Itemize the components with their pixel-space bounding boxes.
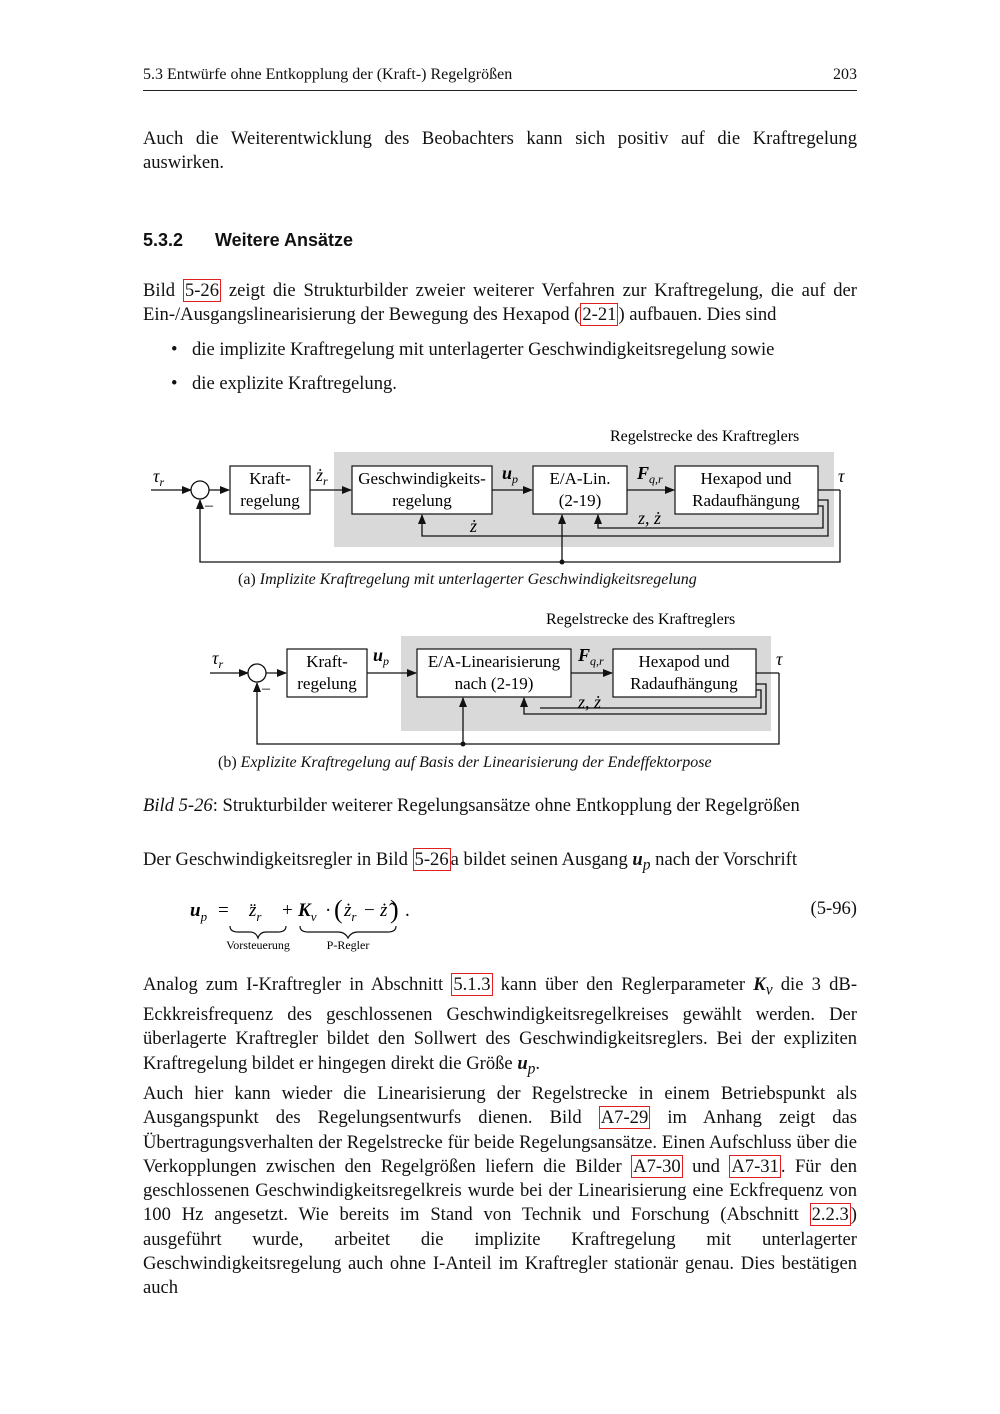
section-heading: [143, 230, 353, 251]
intro-paragraph: Auch die Weiterentwicklung des Beobachters kann sich positiv auf die Kraftregelung auswirken.: [143, 128, 857, 174]
eq-dot: ·: [325, 900, 332, 921]
branch-point: [560, 560, 565, 565]
list-item-text: die implizite Kraftregelung mit unterlagerter Geschwindigkeitsregelung sowie: [192, 339, 775, 360]
feedback-label: ż: [470, 516, 478, 536]
page-number: 203: [833, 66, 857, 83]
eq-period: .: [405, 900, 410, 921]
list-item-text: die explizite Kraftregelung.: [192, 373, 397, 394]
list-item: [171, 339, 774, 361]
block-label: E/A-Linearisierung: [427, 652, 561, 671]
signal-label: $u_p$: [502, 463, 519, 486]
text: nach der Vorschrift: [650, 849, 797, 870]
bullet-icon: •: [171, 339, 178, 360]
signal-label: $u_p$: [373, 645, 390, 668]
figure-reference-link[interactable]: A7-30: [633, 1155, 681, 1177]
block-label: (2-19): [558, 491, 602, 510]
text: zeigt die Strukturbilder zweier weiterer Verfahren zur Kraftregelung, die auf der Ein-/Ausgangslinearisierung der Bewegung des Hexapod (: [143, 280, 857, 326]
output-symbol: τ: [776, 649, 783, 669]
equation-5-96: [0, 880, 1000, 960]
section-reference-link[interactable]: 5.1.3: [453, 974, 491, 995]
text: ) ausgeführt wurde, arbeitet die implizite Kraftregelung mit unterlagerter Geschwindigkeitsregelung auch ohne I-Anteil im Kraftregler stationär genau. Dies bestätigen auch: [143, 1204, 857, 1299]
block-label: Geschwindigkeits-: [358, 469, 486, 488]
eq-minus: −: [364, 900, 375, 921]
caption-prefix: (a): [238, 571, 260, 588]
input-symbol: $\tau_r$: [212, 648, 224, 671]
eq-plus: +: [282, 900, 293, 921]
block-label: Hexapod und: [638, 652, 730, 671]
math-subscript: p: [642, 856, 651, 874]
text: und: [682, 1155, 730, 1177]
block-label: nach (2-19): [454, 674, 534, 693]
figure-caption-text: : Strukturbilder weiterer Regelungsansätze ohne Entkopplung der Regelgrößen: [212, 795, 800, 816]
section-reference-link[interactable]: 2.2.3: [811, 1204, 849, 1226]
eq-paren-open: (: [334, 895, 343, 924]
block-label: regelung: [297, 674, 357, 693]
caption-text: Explizite Kraftregelung auf Basis der Linearisierung der Endeffektorpose: [240, 754, 712, 771]
input-symbol: $\tau_r$: [153, 466, 165, 489]
list-item: [171, 373, 397, 395]
equation-number: (5-96): [810, 898, 857, 919]
text: Bild: [143, 280, 183, 301]
math-variable: u: [632, 849, 643, 870]
feedback-label: z, ż: [578, 692, 602, 712]
output-symbol: τ: [838, 466, 845, 486]
block-label: Hexapod und: [700, 469, 792, 488]
figure-reference-link[interactable]: A7-31: [731, 1155, 779, 1177]
paragraph-4: [143, 1082, 857, 1301]
block-label: regelung: [392, 491, 452, 510]
eq-gain: $K_v$: [298, 900, 317, 924]
math-variable: K: [753, 974, 766, 995]
text: im Anhang zeigt das Übertragungsverhalten der Regelstrecke für beide Regelungsansätze. Einen Aufschluss über die Verkopplungen zwischen den Regelgrößen liefern die Bilder: [143, 1107, 857, 1177]
math-subscript: p: [527, 1060, 536, 1078]
plant-label: Regelstrecke des Kraftreglers: [610, 428, 800, 445]
block-label: regelung: [240, 491, 300, 510]
text: .: [535, 1052, 541, 1074]
feedback-label: z, ż: [638, 508, 662, 528]
eq-lhs: $u_p$: [190, 900, 208, 924]
diagram-b: [0, 600, 1000, 760]
math-subscript: v: [765, 981, 773, 999]
minus-sign: –: [262, 680, 270, 697]
text: Der Geschwindigkeitsregler in Bild: [143, 849, 413, 870]
eq-equals: =: [218, 900, 229, 921]
figure-caption: [143, 795, 800, 817]
plant-label: Regelstrecke des Kraftreglers: [546, 611, 736, 628]
section-number: 5.3.2: [143, 230, 184, 250]
brace-label: P-Regler: [326, 938, 370, 952]
signal-label: $ż_r$: [316, 465, 328, 488]
brace-label: Vorsteuerung: [226, 938, 290, 952]
branch-point: [461, 742, 466, 747]
paragraph-3: [143, 973, 857, 1082]
running-header: 5.3 Entwürfe ohne Entkopplung der (Kraft-) Regelgrößen: [143, 66, 513, 83]
math-variable: u: [517, 1052, 528, 1074]
block-label: E/A-Lin.: [549, 469, 611, 488]
header-rule: [143, 90, 857, 91]
block-label: Radaufhängung: [630, 674, 738, 693]
eq-term: $ż_r$: [344, 900, 357, 924]
paragraph-1: [143, 279, 857, 328]
caption-prefix: (b): [218, 754, 241, 771]
bullet-icon: •: [171, 373, 178, 394]
eq-term: $z̈_r$: [249, 900, 262, 924]
caption-text: Implizite Kraftregelung mit unterlagerter Geschwindigkeitsregelung: [259, 571, 697, 588]
figure-reference-link[interactable]: 5-26: [184, 280, 219, 301]
block-label: Kraft-: [306, 652, 348, 671]
equation-reference-link[interactable]: 2-21: [582, 304, 617, 326]
text: Analog zum I-Kraftregler in Abschnitt: [143, 974, 452, 995]
text: a bildet seinen Ausgang: [450, 849, 633, 870]
paragraph-2: [143, 848, 857, 878]
figure-label: Bild 5-26: [143, 795, 213, 816]
underbrace: [230, 926, 286, 938]
figure-reference-link[interactable]: A7-29: [600, 1107, 649, 1129]
minus-sign: –: [205, 497, 213, 514]
text: Auch hier kann wieder die Linearisierung der Regelstrecke in einem Betriebspunkt als Ausgangspunkt des Regelungsentwurfs dienen. Bild: [143, 1083, 857, 1129]
signal-label: $F_{q,r}$: [578, 645, 604, 668]
subfigure-caption-a: [238, 571, 697, 589]
underbrace: [300, 926, 396, 938]
text: ) aufbauen. Dies sind: [618, 304, 777, 326]
block-label: Radaufhängung: [692, 491, 800, 510]
section-title: Weitere Ansätze: [215, 230, 354, 250]
text: die 3 dB-Eckkreisfrequenz des geschlossenen Geschwindigkeitsregelkreises gewählt werden. Der überlagerte Kraftregler bildet den Sollwert des Geschwindigkeitsreglers. Bei der expliziten Kraftregelung bildet er hingegen direkt die Größe: [143, 974, 858, 1074]
figure-reference-link[interactable]: 5-26: [414, 849, 449, 870]
text: . Für den geschlossenen Geschwindigkeitsregelkreis wurde bei der Linearisierung eine Eckfrequenz von 100 Hz angesetzt. Wie bereits im Stand von Technik und Forschung (Abschnitt: [143, 1155, 858, 1226]
eq-paren-close: ): [390, 895, 399, 924]
block-label: Kraft-: [249, 469, 291, 488]
subfigure-caption-b: [218, 754, 712, 772]
eq-term: ż̂: [380, 900, 388, 921]
text: kann über den Reglerparameter: [492, 974, 754, 995]
signal-label: $F_{q,r}$: [637, 463, 663, 486]
